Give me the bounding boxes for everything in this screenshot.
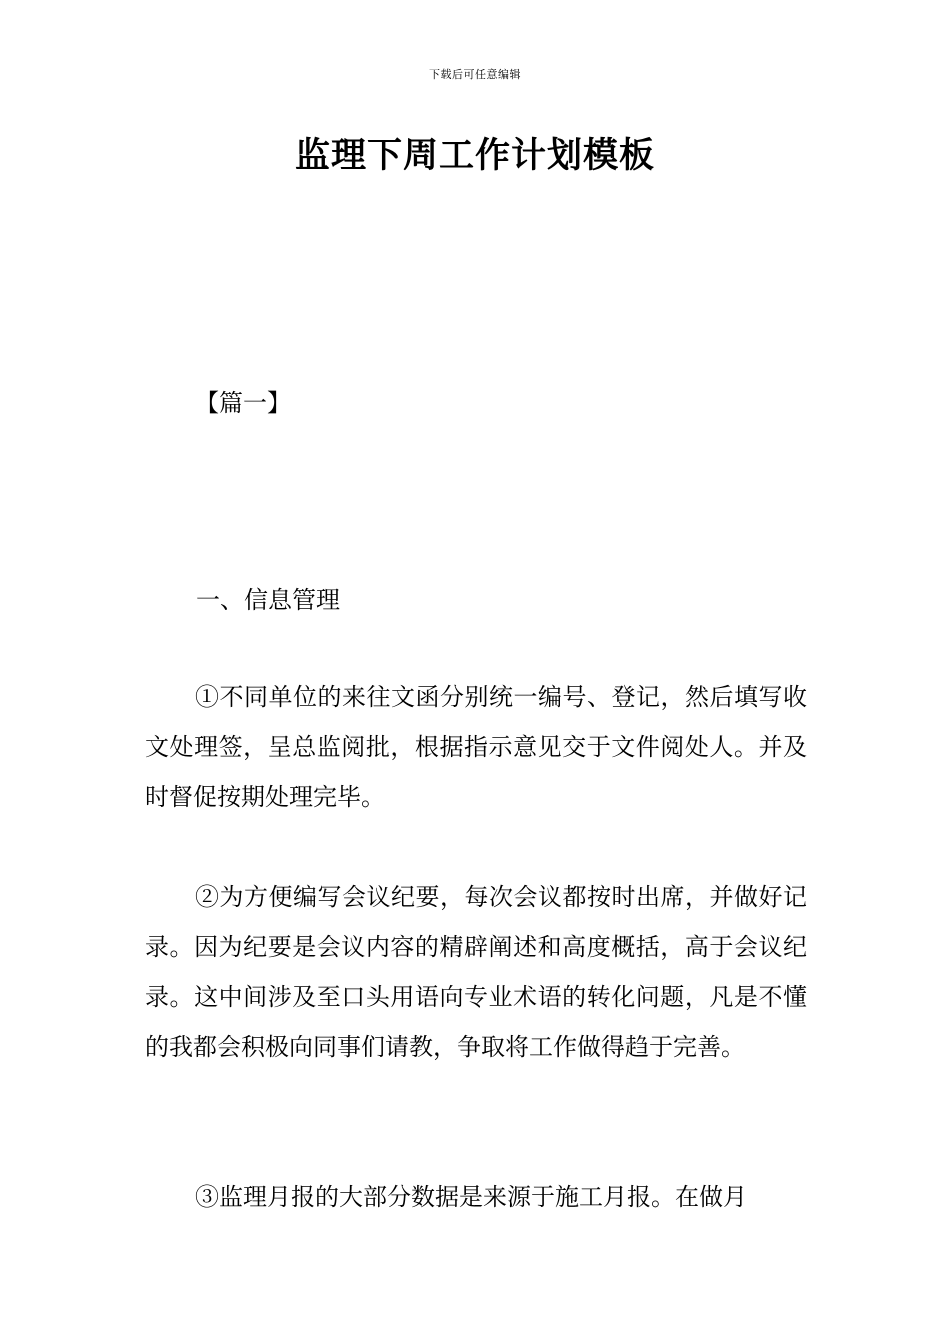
paragraph-3: ③监理月报的大部分数据是来源于施工月报。在做月 (195, 1183, 747, 1211)
section-label: 【篇一】 (195, 389, 291, 417)
paragraph-2: ②为方便编写会议纪要，每次会议都按时出席，并做好记录。因为纪要是会议内容的精辟阐述和高度概括，高于会议纪录。这中间涉及至口头用语向专业术语的转化问题，凡是不懂的我都会积极向同事们请教，争取将工作做得趋于完善。 (145, 883, 807, 1061)
document-title: 监理下周工作计划模板 (294, 136, 655, 176)
subsection-heading: 一、信息管理 (196, 586, 340, 614)
header-note: 下载后可任意编辑 (429, 68, 521, 81)
paragraph-1: ①不同单位的来往文函分别统一编号、登记，然后填写收文处理签，呈总监阅批，根据指示意见交于文件阅处人。并及时督促按期处理完毕。 (145, 683, 807, 811)
